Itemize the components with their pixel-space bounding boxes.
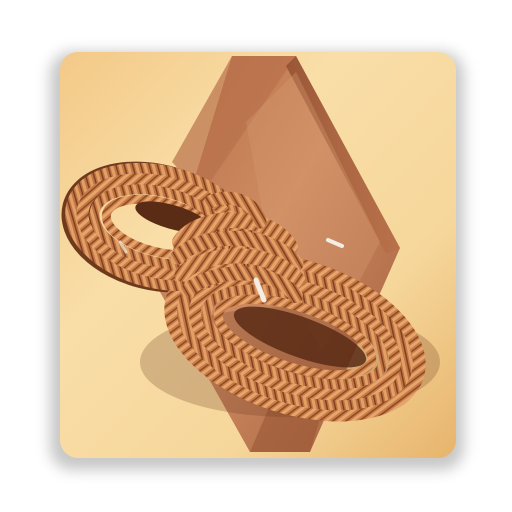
rope-icon: [60, 52, 456, 458]
app-icon[interactable]: [60, 52, 456, 458]
